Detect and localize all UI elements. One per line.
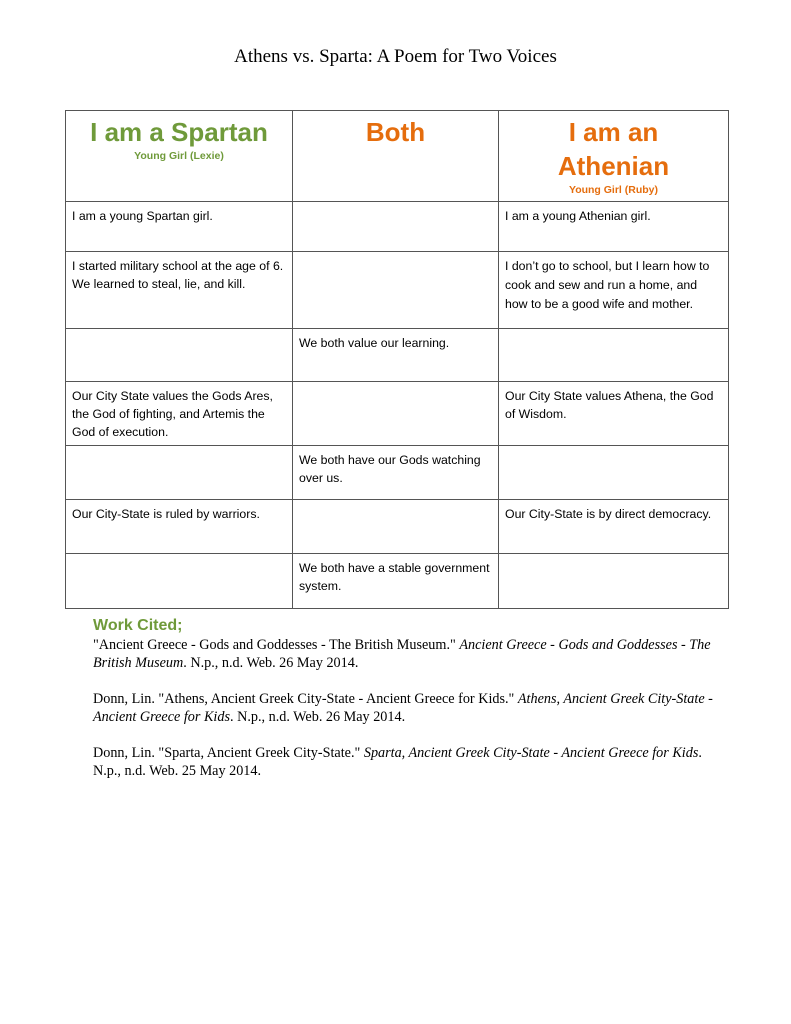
table-row [66, 446, 729, 500]
athenian-cell: Our City State values Athena, the God of Wisdom. [499, 382, 729, 446]
table-row [66, 329, 729, 382]
table-row [66, 554, 729, 609]
both-header-cell [293, 111, 499, 202]
spartan-cell [66, 329, 293, 382]
both-cell: We both have a stable government system. [293, 554, 499, 609]
citation-italic: Ancient Greece - Gods and Goddesses - The British Museum [93, 637, 711, 671]
athenian-header-subtitle: Young Girl (Ruby) [568, 184, 659, 196]
table-row [66, 252, 729, 329]
athenian-header-cell [499, 111, 729, 202]
poem-table [65, 110, 729, 609]
citation-plain: "Ancient Greece - Gods and Goddesses - The British Museum." [93, 637, 460, 653]
spartan-cell: Our City-State is ruled by warriors. [66, 500, 293, 554]
citation-plain: Donn, Lin. "Sparta, Ancient Greek City-State." [93, 745, 364, 761]
spartan-header-subtitle: Young Girl (Lexie) [134, 150, 224, 162]
spartan-cell: I am a young Spartan girl. [66, 202, 293, 252]
citation-plain: . N.p., n.d. Web. 26 May 2014. [229, 709, 406, 725]
both-cell: We both have our Gods watching over us. [293, 446, 499, 500]
athenian-cell: I am a young Athenian girl. [499, 202, 729, 252]
spartan-cell [66, 446, 293, 500]
citation-plain: Donn, Lin. "Athens, Ancient Greek City-State - Ancient Greece for Kids." [93, 691, 518, 707]
both-cell [293, 382, 499, 446]
spartan-header-title: I am a Spartan [90, 117, 268, 147]
spartan-header-cell [66, 111, 293, 202]
works-cited-heading: Work Cited; [93, 617, 183, 634]
table-row [66, 202, 729, 252]
both-cell [293, 252, 499, 329]
citation-entry [93, 690, 713, 726]
spartan-cell [66, 554, 293, 609]
citation-plain: . N.p., n.d. Web. 25 May 2014. [93, 745, 702, 779]
athenian-cell [499, 446, 729, 500]
athenian-header-title-line2: Athenian [557, 151, 670, 181]
athenian-cell: I don’t go to school, but I learn how to cook and sew and run a home, and how to be a good wife and mother. [499, 252, 729, 329]
both-cell [293, 500, 499, 554]
athenian-cell: Our City-State is by direct democracy. [499, 500, 729, 554]
spartan-cell: Our City State values the Gods Ares, the God of fighting, and Artemis the God of execution. [66, 382, 293, 446]
table-row [66, 382, 729, 446]
athenian-cell [499, 329, 729, 382]
both-header-title: Both [365, 117, 426, 147]
both-cell [293, 202, 499, 252]
citation-entry [93, 636, 713, 672]
spartan-cell: I started military school at the age of 6. We learned to steal, lie, and kill. [66, 252, 293, 329]
citation-italic: Sparta, Ancient Greek City-State - Ancient Greece for Kids [363, 745, 699, 761]
page-title: Athens vs. Sparta: A Poem for Two Voices [234, 46, 557, 67]
citation-italic: Athens, Ancient Greek City-State - Ancient Greece for Kids [93, 691, 713, 725]
citation-plain: . N.p., n.d. Web. 26 May 2014. [183, 655, 359, 671]
works-cited-list [93, 636, 713, 798]
table-row [66, 500, 729, 554]
both-cell: We both value our learning. [293, 329, 499, 382]
citation-entry [93, 744, 713, 780]
athenian-header-title-line1: I am an [568, 117, 659, 147]
header-row [66, 111, 729, 202]
athenian-cell [499, 554, 729, 609]
